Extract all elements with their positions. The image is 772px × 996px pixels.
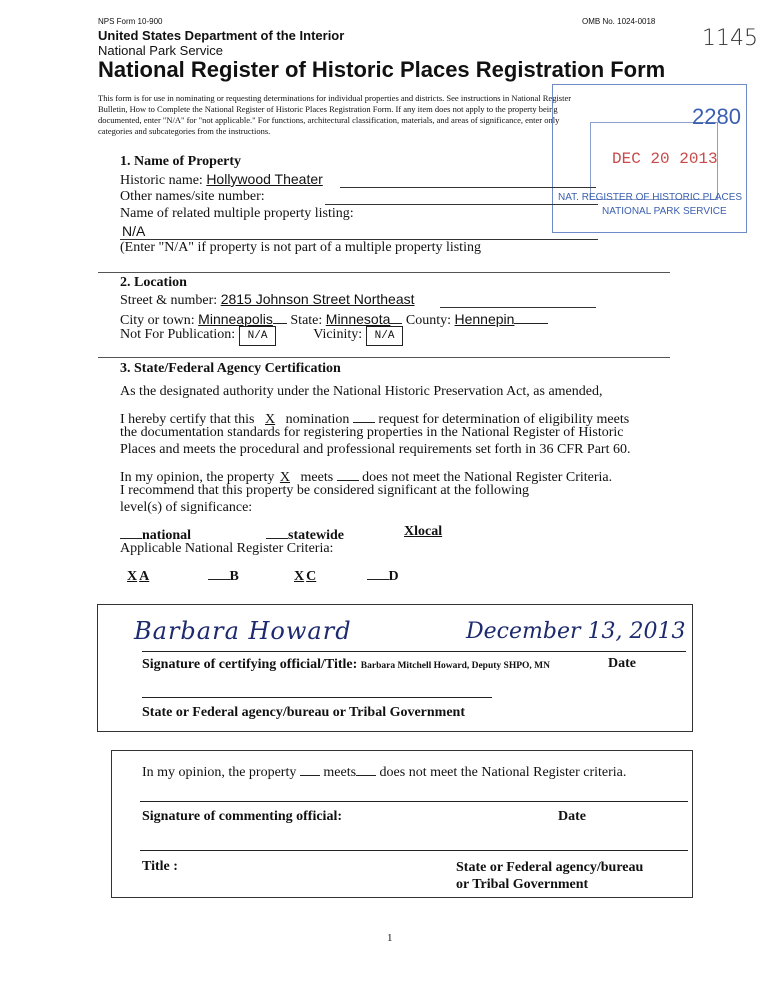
level-local-label: local: [414, 524, 443, 539]
county-value: Hennepin: [454, 311, 515, 327]
level-national-label: national: [142, 528, 192, 543]
related-listing-label: Name of related multiple property listing:: [120, 206, 354, 221]
certify-text-a: I hereby certify that this: [120, 412, 255, 427]
received-stamp: [552, 84, 746, 232]
criterion-d: [367, 565, 427, 585]
city-value: Minneapolis: [198, 311, 273, 327]
level-local: [396, 524, 442, 540]
vicinity-label: Vicinity:: [313, 327, 363, 342]
service-name: National Park Service: [98, 43, 223, 58]
county-label: County:: [405, 313, 451, 328]
meets-mark: X: [279, 470, 290, 485]
state-label: State:: [290, 313, 323, 328]
opinion-text-a: In my opinion, the property: [120, 470, 275, 485]
related-listing-note: (Enter "N/A" if property is not part of a multiple property listing: [120, 240, 481, 255]
street-row: [120, 291, 415, 309]
section-2-heading: 2. Location: [120, 275, 187, 290]
certifying-signature: Barbara Howard: [134, 617, 352, 645]
comment-opinion-b: meets: [323, 765, 357, 780]
criterion-a-letter: A: [139, 569, 150, 584]
level-local-mark: X: [404, 524, 415, 539]
certification-box: [97, 604, 693, 732]
criterion-d-letter: D: [388, 569, 399, 584]
commenting-official-label: Signature of commenting official:: [142, 809, 342, 824]
historic-name-value: Hollywood Theater: [206, 171, 323, 187]
intro-line-2: Bulletin, How to Complete the National Register of Historic Places Registration Form. If any item does not apply to the property being: [98, 104, 558, 114]
page-title: National Register of Historic Places Registration Form: [98, 57, 666, 82]
related-listing-value: N/A: [122, 223, 146, 239]
criterion-b: [208, 565, 284, 585]
criterion-c-letter: C: [306, 569, 317, 584]
city-label: City or town:: [120, 313, 195, 328]
stamp-line-2: NATIONAL PARK SERVICE: [602, 206, 727, 217]
comment-opinion-line: [142, 761, 626, 781]
certify-text-c: request for determination of eligibility meets: [378, 412, 630, 427]
opinion-text-b: meets: [300, 470, 334, 485]
certifying-agency-label: State or Federal agency/bureau or Tribal Government: [142, 705, 466, 720]
criterion-b-letter: B: [229, 569, 239, 584]
not-for-publication-box[interactable]: N/A: [239, 326, 277, 346]
opinion-text-c: does not meet the National Register Criteria.: [362, 470, 613, 485]
recommend-text: I recommend that this property be considered significant at the following: [120, 483, 529, 498]
criterion-c: [287, 569, 363, 585]
certify-line-2: the documentation standards for registering properties in the National Register of Historic: [120, 425, 624, 440]
comment-opinion-a: In my opinion, the property: [142, 765, 297, 780]
criteria-label: Applicable National Register Criteria:: [120, 541, 334, 556]
authority-text: As the designated authority under the National Historic Preservation Act, as amended,: [120, 384, 603, 399]
omb-number: OMB No. 1024-0018: [582, 17, 656, 26]
street-label: Street & number:: [120, 293, 218, 308]
vicinity-box[interactable]: N/A: [366, 326, 404, 346]
intro-line-4: categories and subcategories from the instructions.: [98, 126, 271, 136]
criteria-row: [120, 565, 427, 585]
section-3-heading: 3. State/Federal Agency Certification: [120, 361, 341, 376]
stamp-date: DEC 20 2013: [612, 150, 718, 168]
commenting-agency-line-2: or Tribal Government: [456, 877, 589, 892]
signature-date: December 13, 2013: [466, 619, 686, 644]
historic-name-label: Historic name:: [120, 173, 203, 188]
commenting-agency-label: [456, 859, 643, 893]
form-number: NPS Form 10-900: [98, 17, 163, 26]
certify-text-b: nomination: [285, 412, 350, 427]
criterion-a-mark: X: [127, 569, 138, 584]
agency-name: United States Department of the Interior: [98, 28, 345, 43]
certifying-official-label: Signature of certifying official/Title:: [142, 657, 358, 672]
other-names-label: Other names/site number:: [120, 189, 265, 204]
commenting-agency-line-1: State or Federal agency/bureau: [456, 860, 644, 875]
comment-opinion-c: does not meet the National Register criteria.: [379, 765, 627, 780]
levels-label: level(s) of significance:: [120, 500, 253, 515]
stamp-line-1: NAT. REGISTER OF HISTORIC PLACES: [558, 192, 743, 203]
certify-line-3: Places and meets the procedural and professional requirements set forth in 36 CFR Part 60.: [120, 442, 631, 457]
criterion-a: [120, 569, 204, 585]
certifying-date-label: Date: [608, 656, 636, 671]
state-value: Minnesota: [325, 311, 391, 327]
level-statewide-label: statewide: [288, 528, 344, 543]
certifying-official-name: Barbara Mitchell Howard, Deputy SHPO, MN: [360, 661, 550, 671]
publication-row: [120, 326, 403, 346]
page-number: 1: [387, 932, 393, 944]
section-1-heading: 1. Name of Property: [120, 154, 242, 169]
commenting-date-label: Date: [558, 809, 586, 824]
commenting-title-label: Title :: [142, 859, 178, 874]
handwritten-reference: 1145: [702, 26, 758, 51]
not-for-publication-label: Not For Publication:: [120, 327, 236, 342]
intro-line-3: documented, enter "N/A" for "not applicable." For functions, architectural classification, materials, and areas of significance, enter only: [98, 115, 560, 125]
certifying-official-row: [142, 657, 550, 673]
nomination-mark: X: [265, 412, 276, 427]
intro-line-1: This form is for use in nominating or requesting determinations for individual properties and districts. See instructions in National Register: [98, 93, 572, 103]
commenting-box: [111, 750, 693, 898]
historic-name-row: [120, 171, 323, 189]
stamp-number: 2280: [692, 104, 741, 129]
criterion-c-mark: X: [294, 569, 305, 584]
street-value: 2815 Johnson Street Northeast: [220, 291, 415, 307]
